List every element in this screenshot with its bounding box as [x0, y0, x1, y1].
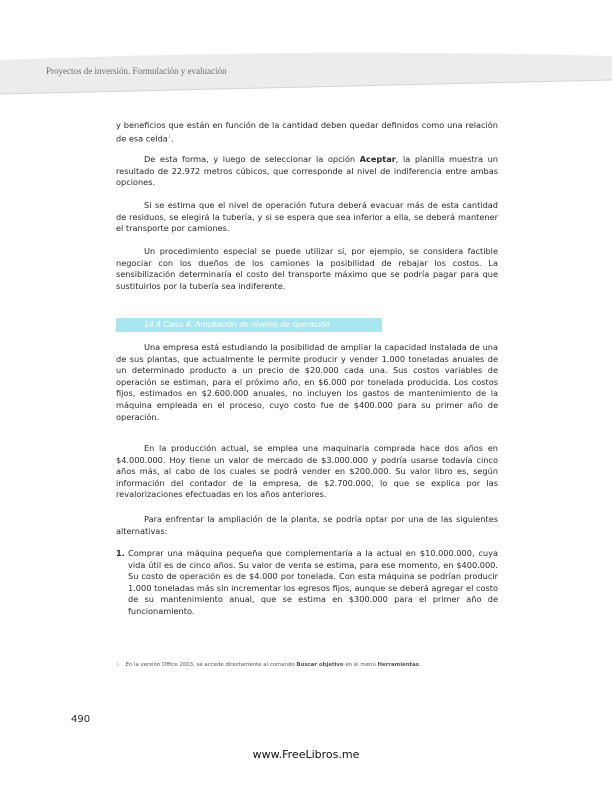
- footnote-ref: 1: [167, 133, 171, 140]
- footnote-bold-b: Herramientas: [377, 662, 419, 668]
- footnote-text-a: En la versión Office 2003, se accede directamente al comando: [125, 662, 297, 668]
- paragraph-3-text: Si se estima que el nivel de operación futura deberá evacuar más de esta cantidad de residuos, se elegirá la tubería, y si se espera que sea inferior a ella, se deberá mantener el transporte por camiones.: [116, 200, 498, 234]
- list-item-number: 1.: [116, 548, 125, 558]
- footnote: [116, 662, 421, 668]
- paragraph-4-text: Un procedimiento especial se puede utilizar si, por ejemplo, se considera factible negociar con los dueños de los camiones la posibilidad de rebajar los costos. La sensibilización determinaría el costo del transporte máximo que se podría pagar para que sustituirlos por la tubería sea indiferente.: [116, 246, 498, 291]
- aceptar-term: Aceptar: [359, 154, 396, 164]
- footnote-text-c: .: [418, 662, 421, 668]
- paragraph-7: [116, 514, 498, 537]
- list-item-text: Comprar una máquina pequeña que complementaría a la actual en $10.000.000, cuya vida útil es de cinco años. Su valor de venta se estima, para ese momento, en $400.000. Su costo de operación es de $4.000 por tonelada. Con esta máquina se podrían producir 1.000 toneladas más sin incrementar los egresos fijos, aunque se deberá agregar el costo de su mantenimiento anual, que se estima en $300.000 para el primer año de funcionamiento.: [128, 548, 498, 616]
- paragraph-3: [116, 200, 498, 235]
- footnote-mark: 1: [116, 662, 120, 668]
- paragraph-1-text: y beneficios que están en función de la cantidad deben quedar definidos como una relación de esa celda: [116, 120, 498, 144]
- page-number: 490: [71, 714, 91, 725]
- paragraph-2-b: , la planilla muestra un resultado de 22.972 metros cúbicos, que corresponde al nivel de indiferencia entre ambas opciones.: [116, 154, 498, 188]
- paragraph-7-text: Para enfrentar la ampliación de la planta, se podría optar por una de las siguientes alternativas:: [116, 514, 498, 536]
- paragraph-2: [116, 154, 498, 189]
- paragraph-continuation: y beneficios que están en función de la cantidad deben quedar definidos como una relación de esa celda$^1$.: [116, 120, 498, 144]
- section-heading: 14.4 Caso 4: Ampliación de niveles de operación: [144, 319, 330, 329]
- footnote-text-b: en el menú: [343, 662, 378, 668]
- running-header: Proyectos de inversión. Formulación y evaluación: [46, 66, 227, 76]
- footnote-bold-a: Buscar objetivo: [296, 662, 344, 668]
- paragraph-5-text: Una empresa está estudiando la posibilidad de ampliar la capacidad instalada de una de sus plantas, que actualmente le permite producir y vender 1.000 toneladas anuales de un determinado producto a un precio de $20.000 cada una. Sus costos variables de operación se estiman, para el próximo año, en $6.000 por tonelada producida. Los costos fijos, estimados en $2.600.000 anuales, no incluyen los gastos de mantenimiento de la máquina empleada en el proceso, cuyo costo fue de $400.000 para su primer año de operación.: [116, 342, 498, 422]
- paragraph-6-text: En la producción actual, se emplea una maquinaria comprada hace dos años en $4.000.000. Hoy tiene un valor de mercado de $3.000.000 y podría usarse todavía cinco años más, al cabo de los cuales se podrá vender en $200.000. Su valor libro es, según información del contador de la empresa, de $2.700.000, lo que se explica por las revalorizaciones efectuadas en los años anteriores.: [116, 443, 498, 500]
- paragraph-5: [116, 342, 498, 423]
- paragraph-4: [116, 246, 498, 292]
- site-url[interactable]: www.FreeLibros.me: [252, 748, 360, 761]
- paragraph-6: [116, 443, 498, 501]
- paragraph-2-a: De esta forma, y luego de seleccionar la opción: [144, 154, 360, 164]
